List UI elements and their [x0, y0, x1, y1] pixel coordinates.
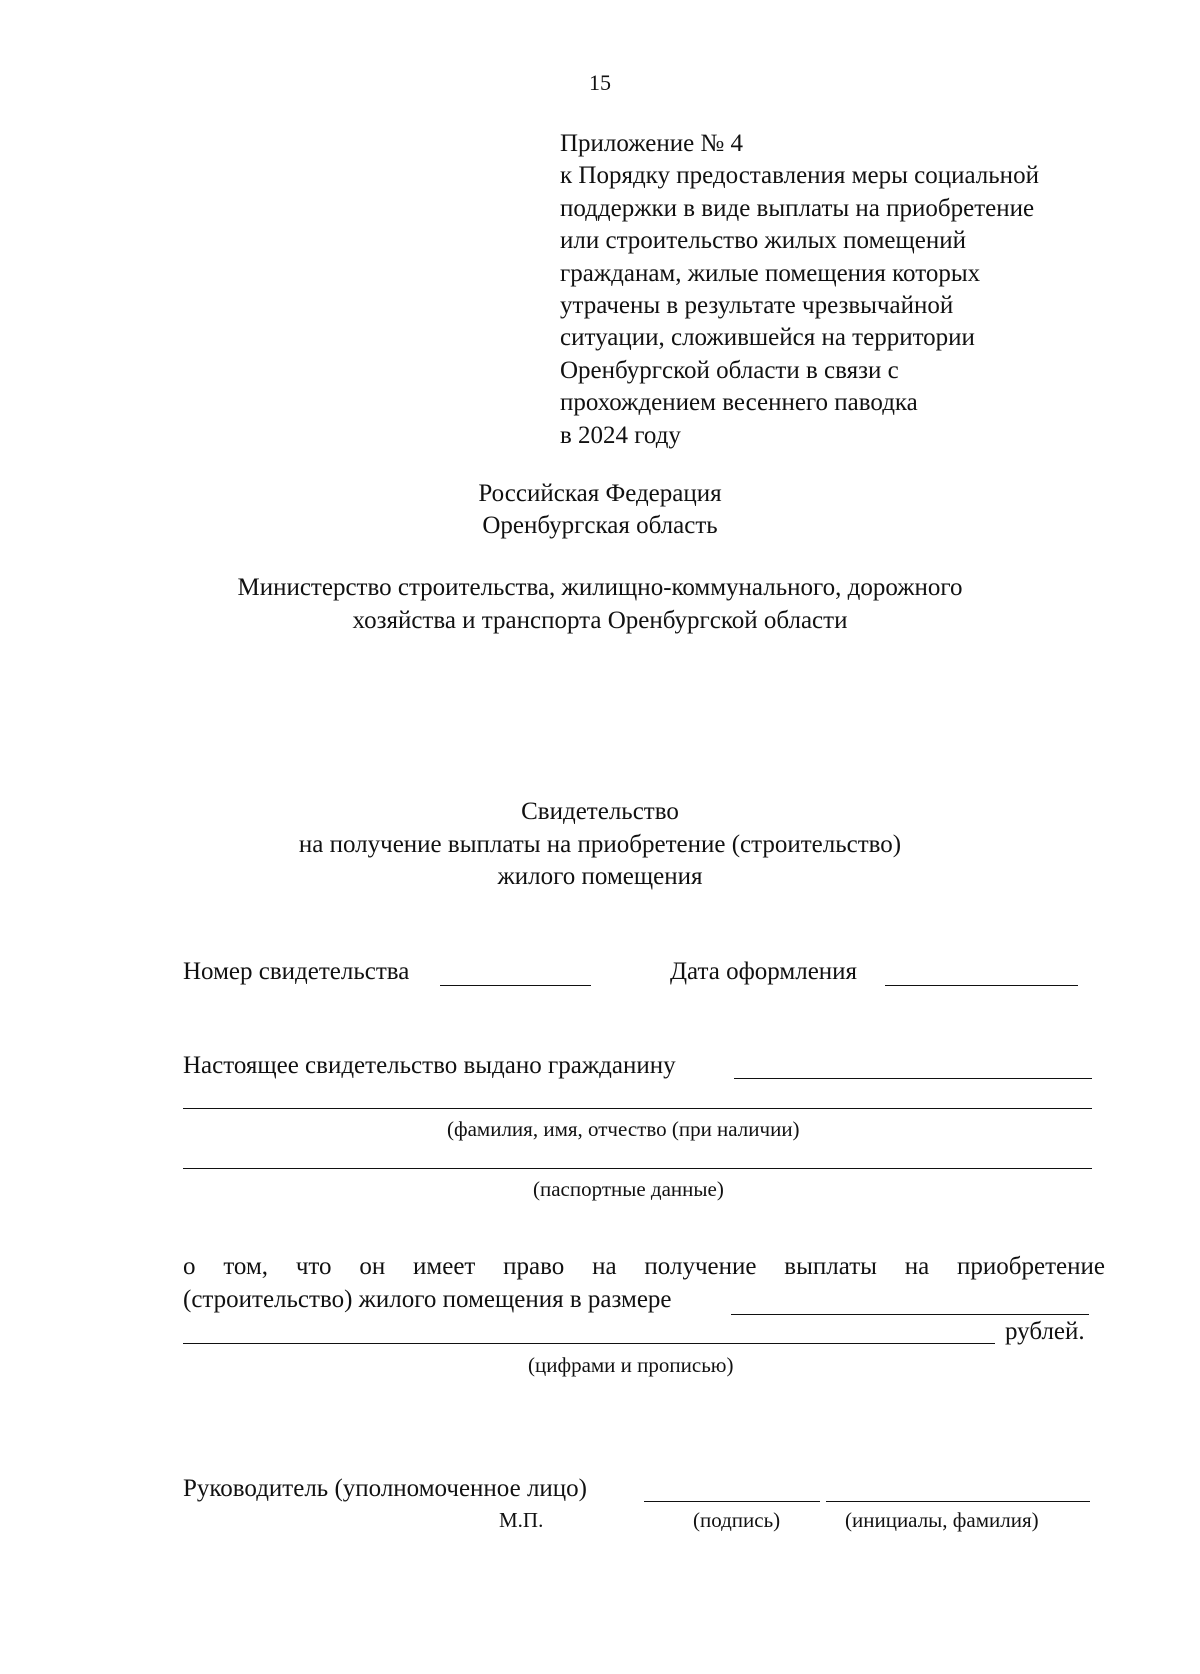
right-statement-line1: о том, что он имеет право на получение выплаты на приобретение: [183, 1253, 1105, 1280]
annex-line: прохождением весеннего паводка: [560, 389, 918, 417]
name-field[interactable]: [826, 1501, 1090, 1502]
ministry-name-line1: Министерство строительства, жилищно-коммунального, дорожного: [237, 574, 963, 601]
document-subtitle-line1: на получение выплаты на приобретение (строительство): [298, 831, 902, 858]
name-caption: (инициалы, фамилия): [845, 1508, 1039, 1532]
annex-line: гражданам, жилые помещения которых: [560, 259, 981, 287]
issue-date-field[interactable]: [885, 985, 1078, 986]
fio-caption: (фамилия, имя, отчество (при наличии): [447, 1117, 800, 1141]
amount-caption: (цифрами и прописью): [528, 1353, 734, 1377]
certificate-number-label: Номер свидетельства: [183, 958, 410, 985]
annex-line: в 2024 году: [560, 421, 681, 449]
head-label: Руководитель (уполномоченное лицо): [183, 1475, 588, 1502]
page-number: 15: [589, 70, 611, 95]
stamp-label: М.П.: [499, 1508, 544, 1532]
fio-field[interactable]: [183, 1108, 1092, 1109]
annex-line: ситуации, сложившейся на территории: [560, 324, 975, 352]
country-name: Российская Федерация: [478, 480, 722, 507]
amount-words-field[interactable]: [183, 1343, 995, 1344]
passport-field[interactable]: [183, 1168, 1092, 1169]
certificate-number-field[interactable]: [440, 985, 591, 986]
currency-label: рублей.: [1005, 1318, 1085, 1345]
signature-field[interactable]: [644, 1501, 820, 1502]
issue-date-label: Дата оформления: [670, 958, 858, 985]
ministry-name-line2: хозяйства и транспорта Оренбургской области: [352, 607, 848, 634]
annex-line: к Порядку предоставления меры социальной: [560, 162, 1039, 190]
document-subtitle-line2: жилого помещения: [497, 863, 703, 890]
passport-caption: (паспортные данные): [533, 1177, 724, 1201]
annex-line: поддержки в виде выплаты на приобретение: [560, 194, 1035, 222]
signature-caption: (подпись): [693, 1508, 781, 1532]
annex-line: или строительство жилых помещений: [560, 227, 966, 255]
annex-line: утрачены в результате чрезвычайной: [560, 292, 954, 320]
right-statement-line2: (строительство) жилого помещения в размере: [183, 1286, 672, 1313]
amount-field[interactable]: [731, 1314, 1089, 1315]
annex-line: Оренбургской области в связи с: [560, 356, 899, 384]
document-title: Свидетельство: [521, 798, 679, 825]
issued-to-field[interactable]: [734, 1078, 1092, 1079]
annex-line: Приложение № 4: [560, 130, 744, 157]
annex-block: [560, 128, 1120, 452]
issued-to-label: Настоящее свидетельство выдано гражданину: [183, 1052, 676, 1079]
region-name: Оренбургская область: [482, 512, 718, 539]
